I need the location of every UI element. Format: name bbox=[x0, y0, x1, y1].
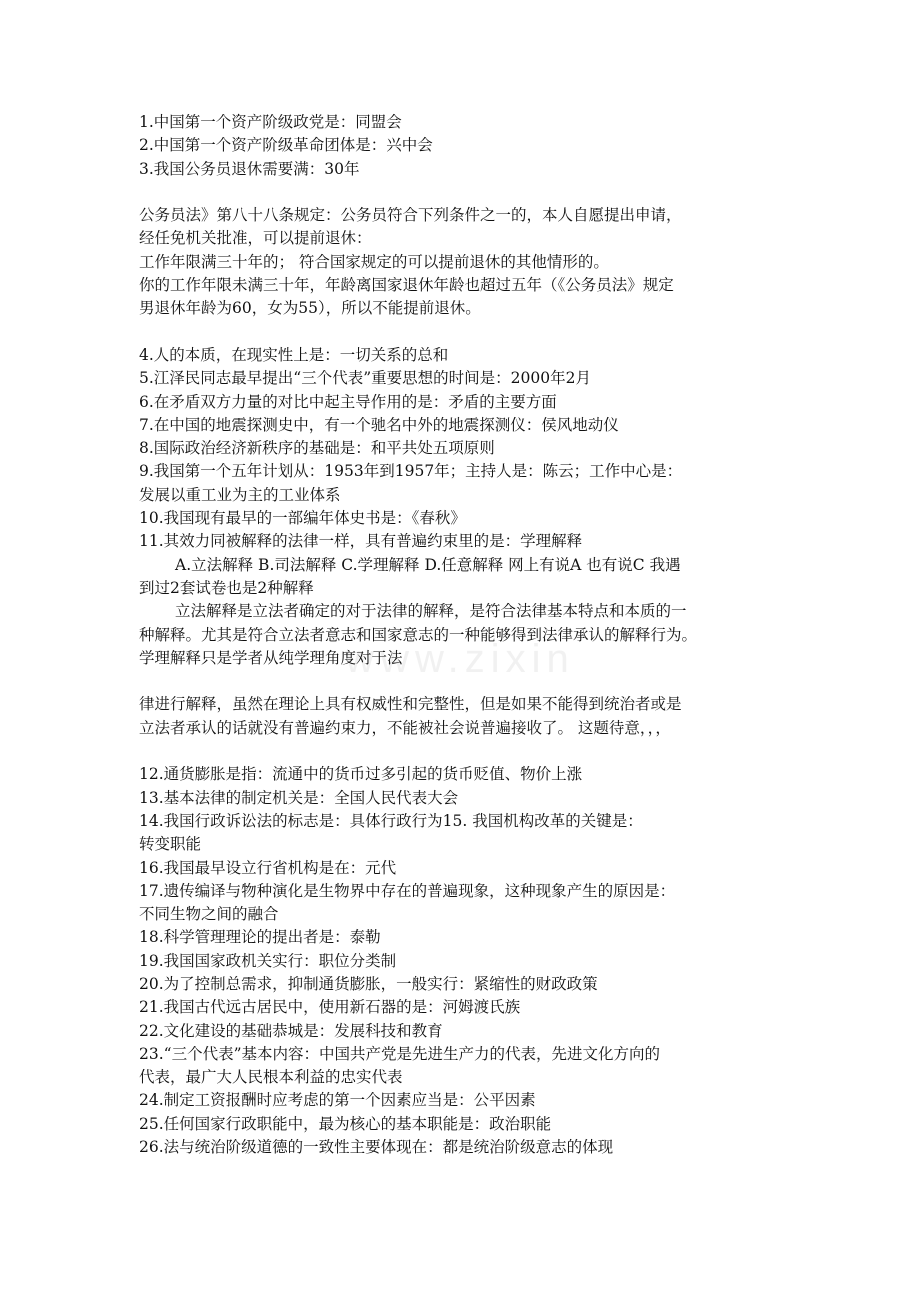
text-line: 学理解释只是学者从纯学理角度对于法 bbox=[139, 648, 403, 667]
text-line: 公务员法》第八十八条规定：公务员符合下列条件之一的，本人自愿提出申请， bbox=[139, 206, 682, 225]
text-line: 1.中国第一个资产阶级政党是：同盟会 bbox=[139, 113, 402, 131]
text-line: 7.在中国的地震探测史中，有一个驰名中外的地震探测仪：侯风地动仪 bbox=[139, 415, 619, 434]
text-line: 10.我国现有最早的一部编年体史书是：《春秋》 bbox=[139, 509, 466, 528]
text-line: 种解释。尤其是符合立法者意志和国家意志的一种能够得到法律承认的解释行为。 bbox=[139, 625, 698, 644]
text-line: 26.法与统治阶级道德的一致性主要体现在：都是统治阶级意志的体现 bbox=[139, 1138, 614, 1157]
blank-line bbox=[139, 181, 787, 204]
text-line: 代表，最广大人民根本利益的忠实代表 bbox=[139, 1068, 403, 1087]
text-line: 3.我国公务员退休需要满：30年 bbox=[139, 159, 360, 178]
text-line: 16.我国最早设立行省机构是在：元代 bbox=[139, 858, 397, 877]
text-line: 8.国际政治经济新秩序的基础是：和平共处五项原则 bbox=[139, 439, 495, 458]
text-line: 24.制定工资报酬时应考虑的第一个因素应当是：公平因素 bbox=[139, 1091, 536, 1110]
text-line: A.立法解释 B.司法解释 C.学理解释 D.任意解释 网上有说A 也有说C 我遇 bbox=[175, 555, 681, 574]
text-line: 4.人的本质，在现实性上是：一切关系的总和 bbox=[139, 345, 449, 364]
text-line: 14.我国行政诉讼法的标志是：具体行政行为15. 我国机构改革的关键是： bbox=[139, 811, 643, 830]
text-line: 19.我国国家政机关实行：职位分类制 bbox=[139, 951, 397, 970]
text-line: 立法者承认的话就没有普遍约束力，不能被社会说普遍接收了。 这题待意，，， bbox=[139, 718, 671, 737]
text-line: 到过2套试卷也是2种解释 bbox=[139, 578, 314, 597]
text-line: 6.在矛盾双方力量的对比中起主导作用的是：矛盾的主要方面 bbox=[139, 392, 557, 411]
text-line: 13.基本法律的制定机关是：全国人民代表大会 bbox=[139, 788, 459, 807]
text-line: 转变职能 bbox=[139, 835, 202, 854]
blank-line bbox=[139, 670, 787, 693]
text-line: 男退休年龄为60，女为55），所以不能提前退休。 bbox=[139, 299, 481, 318]
text-line: 工作年限满三十年的； 符合国家规定的可以提前退休的其他情形的。 bbox=[139, 252, 609, 271]
text-line: 21.我国古代远古居民中，使用新石器的是：河姆渡氏族 bbox=[139, 998, 521, 1017]
text-line: 发展以重工业为主的工业体系 bbox=[139, 485, 341, 504]
text-line: 律进行解释，虽然在理论上具有权威性和完整性，但是如果不能得到统治者或是 bbox=[139, 695, 682, 714]
text-line: 5.江泽民同志最早提出“三个代表”重要思想的时间是：2000年2月 bbox=[139, 369, 591, 388]
document-body bbox=[139, 111, 787, 1159]
text-line: 12.通货膨胀是指：流通中的货币过多引起的货币贬值、物价上涨 bbox=[139, 765, 583, 784]
text-line: 立法解释是立法者确定的对于法律的解释，是符合法律基本特点和本质的一 bbox=[175, 602, 687, 621]
text-line: 9.我国第一个五年计划从：1953年到1957年；主持人是：陈云；工作中心是： bbox=[139, 462, 683, 481]
text-line: 2.中国第一个资产阶级革命团体是：兴中会 bbox=[139, 136, 433, 155]
blank-line bbox=[139, 321, 787, 344]
text-line: 11.其效力同被解释的法律一样，具有普遍约束里的是：学理解释 bbox=[139, 532, 583, 551]
watermark: www.zixin bbox=[345, 637, 575, 681]
text-line: 20.为了控制总需求，抑制通货膨胀，一般实行：紧缩性的财政政策 bbox=[139, 974, 598, 993]
blank-line bbox=[139, 740, 787, 763]
text-line: 23.“三个代表”基本内容：中国共产党是先进生产力的代表，先进文化方向的 bbox=[139, 1044, 661, 1063]
text-line: 不同生物之间的融合 bbox=[139, 905, 279, 924]
text-line: 你的工作年限未满三十年，年龄离国家退休年龄也超过五年（《公务员法》规定 bbox=[139, 276, 674, 295]
text-line: 17.遗传编译与物种演化是生物界中存在的普遍现象，这种现象产生的原因是： bbox=[139, 881, 676, 900]
text-line: 18.科学管理理论的提出者是：泰勒 bbox=[139, 928, 381, 947]
text-line: 25.任何国家行政职能中，最为核心的基本职能是：政治职能 bbox=[139, 1114, 552, 1133]
text-line: 22.文化建设的基础恭城是：发展科技和教育 bbox=[139, 1021, 443, 1040]
text-line: 经任免机关批准，可以提前退休： bbox=[139, 229, 372, 248]
